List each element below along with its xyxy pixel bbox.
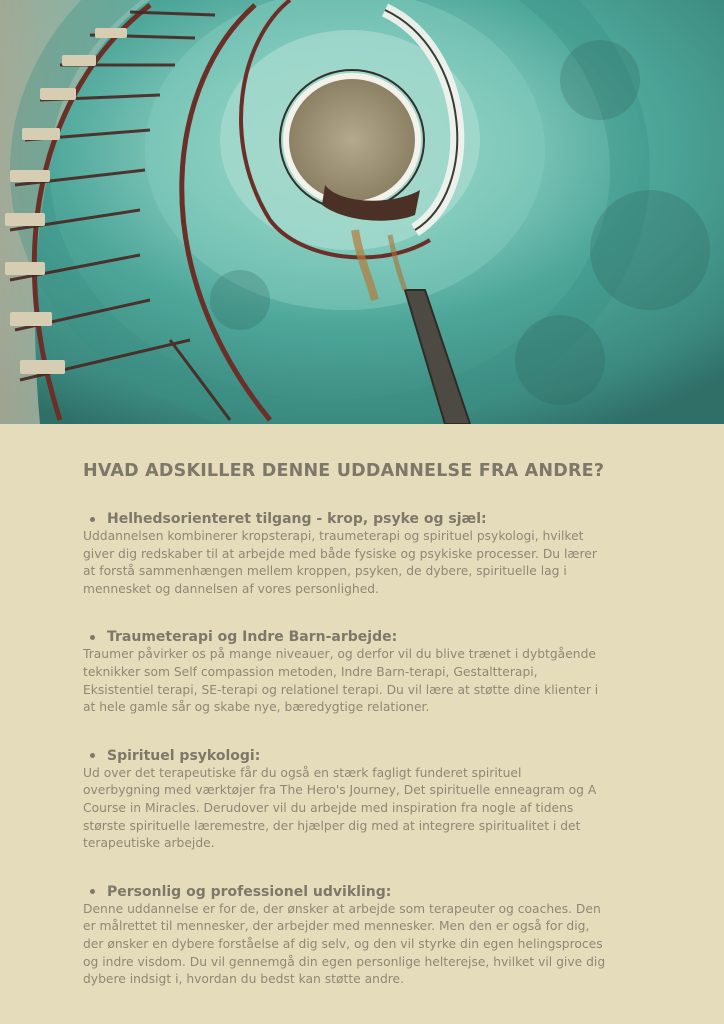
section-title-text: Personlig og professionel udvikling: bbox=[107, 883, 392, 900]
body-line: Course in Miracles. Derudover vil du arbejde med inspiration fra nogle af tidens bbox=[83, 800, 574, 815]
body-line: at forstå sammenhængen mellem kroppen, psyken, de dybere, spirituelle lag i bbox=[83, 564, 567, 579]
body-line: terapeutiske arbejde. bbox=[83, 836, 215, 851]
body-line: Denne uddannelse er for de, der ønsker at arbejde som terapeuter og coaches. Den bbox=[83, 901, 601, 916]
bullet-dot-icon bbox=[90, 889, 95, 894]
bullet-dot-icon bbox=[90, 635, 95, 640]
bullet-dot-icon bbox=[90, 517, 95, 522]
section-title bbox=[90, 883, 673, 901]
body-line: Ud over det terapeutiske får du også en stærk fagligt funderet spirituel bbox=[83, 765, 522, 780]
body-line: der ønsker en dybere forståelse af dig selv, og den vil styrke din egen helingsproces bbox=[83, 936, 603, 951]
section-development bbox=[83, 883, 673, 989]
body-line: dybere indsigt i, hvordan du bedst kan støtte andre. bbox=[83, 972, 405, 987]
bullet-dot-icon bbox=[90, 753, 95, 758]
body-line: at hele gamle sår og skabe nye, bæredygtige relationer. bbox=[83, 700, 430, 715]
section-title bbox=[90, 628, 673, 646]
body-line: teknikker som Self compassion metoden, Indre Barn-terapi, Gestaltterapi, bbox=[83, 664, 538, 679]
section-body bbox=[83, 765, 673, 853]
section-trauma bbox=[83, 628, 673, 716]
section-title-text: Traumeterapi og Indre Barn-arbejde: bbox=[107, 629, 398, 646]
section-title bbox=[90, 747, 673, 765]
body-line: er målrettet til mennesker, der arbejder med mennesker. Men den er også for dig, bbox=[83, 919, 590, 934]
section-title bbox=[90, 510, 673, 528]
body-line: mennesket og dannelsen af vores personlighed. bbox=[83, 581, 380, 596]
section-holistic bbox=[83, 510, 673, 598]
content-area bbox=[83, 424, 673, 989]
body-line: Traumer påvirker os på mange niveauer, og derfor vil du blive trænet i dybtgående bbox=[83, 647, 596, 662]
section-body bbox=[83, 528, 673, 598]
section-spiritual bbox=[83, 747, 673, 853]
section-title-text: Helhedsorienteret tilgang - krop, psyke og sjæl: bbox=[107, 511, 487, 527]
body-line: største spirituelle læremestre, der hjælper dig med at integrere spiritualitet i det bbox=[83, 818, 581, 833]
section-title-text: Spirituel psykologi: bbox=[107, 747, 261, 764]
section-body bbox=[83, 901, 673, 989]
page-heading: HVAD ADSKILLER DENNE UDDANNELSE FRA ANDRE? bbox=[83, 461, 605, 481]
staircase-illustration bbox=[0, 0, 724, 424]
body-line: Uddannelsen kombinerer kropsterapi, traumeterapi og spirituel psykologi, hvilket bbox=[83, 529, 584, 543]
body-line: overbygning med værktøjer fra The Hero's Journey, Det spirituelle enneagram og A bbox=[83, 783, 597, 798]
body-line: og indre visdom. Du vil gennemgå din egen personlige helterejse, hvilket vil give dig bbox=[83, 954, 606, 969]
spiral-staircase-photo bbox=[0, 0, 724, 424]
body-line: giver dig redskaber til at arbejde med både fysiske og psykiske processer. Du lærer bbox=[83, 546, 597, 561]
section-body bbox=[83, 646, 673, 716]
body-line: Eksistentiel terapi, SE-terapi og relationel terapi. Du vil lære at støtte dine klienter i bbox=[83, 682, 599, 697]
